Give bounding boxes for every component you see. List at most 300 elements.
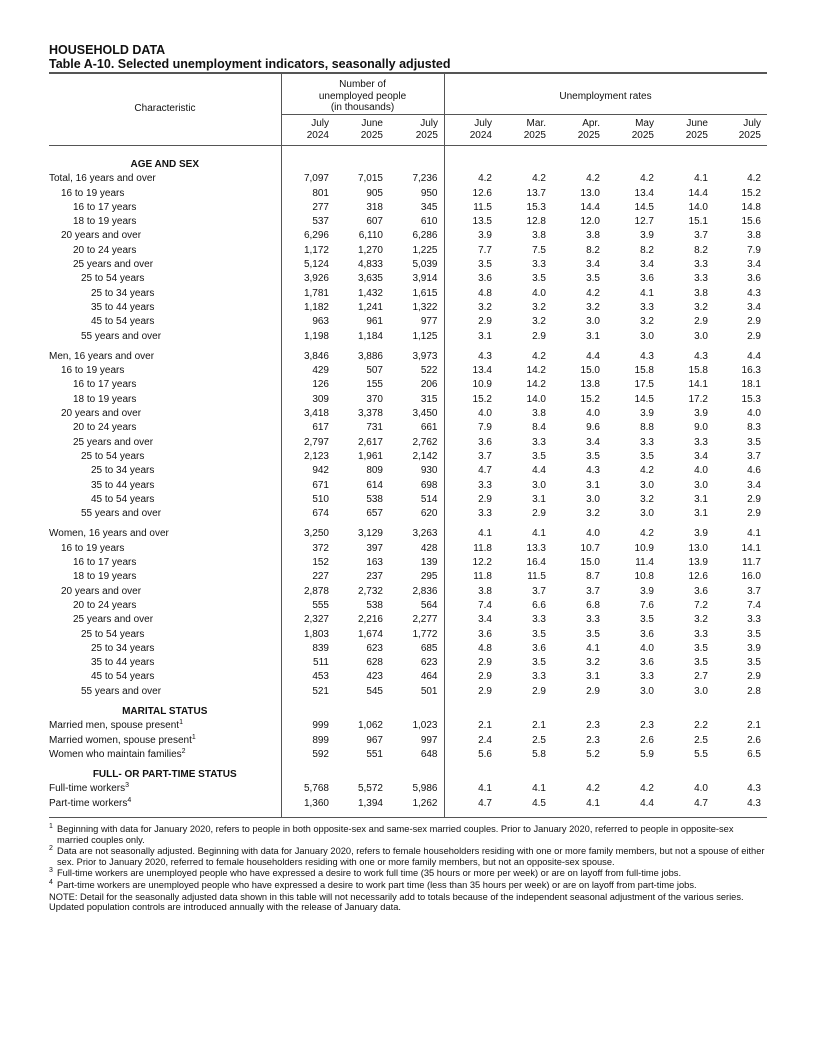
value-cell: 3.3 (640, 301, 654, 313)
value-cell: 4.1 (444, 527, 498, 541)
row-label-text: 35 to 44 years (91, 657, 155, 669)
column-header-year: 2025 (523, 129, 546, 141)
value-cell: 2.3 (586, 734, 600, 746)
column-header-year: 2024 (469, 129, 492, 141)
value-cell: 3.4 (747, 479, 761, 491)
value-cell: 7.5 (532, 244, 546, 256)
value-cell: 18.1 (741, 379, 761, 391)
table-title: Table A-10. Selected unemployment indicators, seasonally adjusted (49, 57, 451, 71)
column-header (714, 118, 761, 141)
value-cell: 501 (420, 685, 438, 697)
value-cell: 429 (281, 364, 335, 378)
row-label (49, 350, 281, 364)
column-header-year: 2025 (360, 129, 383, 141)
footnote-text: Beginning with data for January 2020, refers to people in both opposite-sex and same-sex married couples. Prior to January 2020, referred to people in opposite-sex married couples only. (57, 824, 734, 845)
column-header (335, 118, 383, 141)
row-label (49, 527, 281, 541)
value-cell: 11.5 (527, 571, 546, 583)
row-label (49, 719, 281, 733)
footnote-mark: 4 (49, 879, 53, 887)
value-cell: 4.0 (694, 465, 708, 477)
value-cell: 3.2 (640, 493, 654, 505)
value-cell: 1,803 (281, 628, 335, 642)
value-cell: 1,225 (412, 244, 438, 256)
row-label (49, 436, 281, 450)
value-cell: 4.6 (747, 465, 761, 477)
value-cell: 2.9 (694, 316, 708, 328)
table-row (49, 215, 767, 229)
row-label (49, 187, 281, 201)
value-cell: 3.7 (444, 450, 498, 464)
value-cell: 2,836 (412, 585, 438, 597)
value-cell: 511 (281, 656, 335, 670)
value-cell: 3.5 (532, 657, 546, 669)
table-row (49, 527, 767, 541)
value-cell: 3.4 (586, 436, 600, 448)
value-cell: 12.0 (580, 216, 600, 228)
value-cell: 6,296 (281, 229, 335, 243)
row-label (49, 556, 281, 570)
value-cell: 227 (281, 570, 335, 584)
value-cell: 14.0 (688, 201, 708, 213)
value-cell: 237 (366, 571, 383, 583)
table-row (49, 187, 767, 201)
row-label-text: 16 to 19 years (61, 542, 125, 554)
value-cell: 3.7 (586, 585, 600, 597)
value-cell: 967 (366, 734, 383, 746)
section-heading: FULL- OR PART-TIME STATUS (92, 769, 237, 781)
column-header-year: 2025 (685, 129, 708, 141)
value-cell: 13.7 (526, 187, 546, 199)
value-cell: 1,062 (357, 720, 383, 732)
value-cell: 277 (281, 201, 335, 215)
value-cell: 2.9 (747, 508, 761, 520)
value-cell: 2.9 (444, 656, 498, 670)
table-row (49, 685, 767, 699)
value-cell: 1,322 (412, 301, 438, 313)
characteristic-header: Characteristic (134, 103, 196, 114)
table-row (49, 436, 767, 450)
row-label (49, 229, 281, 243)
value-cell: 4.3 (694, 350, 708, 362)
row-label-text: Women, 16 years and over (49, 528, 169, 540)
value-cell: 617 (281, 421, 335, 435)
value-cell: 3.0 (694, 479, 708, 491)
value-cell: 7.2 (694, 599, 708, 611)
row-label-text: Married women, spouse present (49, 734, 192, 746)
value-cell: 3.8 (694, 287, 708, 299)
value-cell: 607 (366, 216, 383, 228)
value-cell: 3.0 (694, 685, 708, 697)
value-cell: 3.3 (586, 614, 600, 626)
row-label (49, 585, 281, 599)
row-label-text: Total, 16 years and over (49, 173, 156, 185)
row-label (49, 258, 281, 272)
value-cell: 657 (366, 508, 383, 520)
row-label (49, 782, 281, 796)
value-cell: 6.5 (747, 748, 761, 760)
value-cell: 950 (420, 187, 438, 199)
value-cell: 4.0 (444, 407, 498, 421)
row-label-text: 18 to 19 years (73, 393, 137, 405)
row-label (49, 215, 281, 229)
value-cell: 4.0 (747, 408, 761, 420)
value-cell: 5.5 (694, 748, 708, 760)
value-cell: 163 (366, 557, 383, 569)
row-label-text: 20 to 24 years (73, 599, 137, 611)
row-label (49, 493, 281, 507)
footnote-ref: 2 (181, 747, 186, 755)
value-cell: 3.5 (586, 450, 600, 462)
value-cell: 397 (366, 542, 383, 554)
footnote-mark: 1 (49, 823, 53, 831)
row-label (49, 613, 281, 627)
value-cell: 620 (420, 508, 438, 520)
table-row (49, 599, 767, 613)
value-cell: 4.2 (640, 465, 654, 477)
value-cell: 2.9 (444, 493, 498, 507)
value-cell: 3.3 (532, 259, 546, 271)
table-row (49, 378, 767, 392)
table-row (49, 350, 767, 364)
row-label (49, 450, 281, 464)
value-cell: 2.1 (444, 719, 498, 733)
value-cell: 1,182 (281, 301, 335, 315)
value-cell: 13.4 (634, 187, 654, 199)
value-cell: 3.1 (694, 508, 708, 520)
value-cell: 4.0 (640, 642, 654, 654)
value-cell: 4.2 (532, 173, 546, 185)
table-row (49, 364, 767, 378)
row-label-text: 25 years and over (73, 614, 154, 626)
value-cell: 3.9 (640, 408, 654, 420)
table-note: NOTE: Detail for the seasonally adjusted data shown in this table will not necessarily add to totals because of the independent seasonal adjustment of the various series. Updated population controls are introduced annually with the release of January data. (49, 891, 744, 913)
row-label-text: 45 to 54 years (91, 671, 155, 683)
table-row (49, 613, 767, 627)
value-cell: 3,378 (357, 408, 383, 420)
value-cell: 3,886 (357, 350, 383, 362)
row-label (49, 201, 281, 215)
value-cell: 15.0 (580, 557, 600, 569)
value-cell: 999 (281, 719, 335, 733)
value-cell: 14.5 (634, 393, 654, 405)
value-cell: 8.2 (694, 244, 708, 256)
value-cell: 5,039 (412, 259, 438, 271)
column-header-year: 2025 (738, 129, 761, 141)
value-cell: 3.1 (586, 330, 600, 342)
column-header-year: 2024 (306, 129, 329, 141)
value-cell: 2.9 (532, 508, 546, 520)
unemployed-count-header-line1: Number of (339, 79, 386, 90)
value-cell: 592 (281, 748, 335, 762)
value-cell: 1,961 (357, 450, 383, 462)
row-label (49, 599, 281, 613)
value-cell: 4.4 (747, 350, 761, 362)
table-header (49, 74, 767, 146)
value-cell: 3.9 (640, 230, 654, 242)
row-label (49, 628, 281, 642)
row-label-text: 25 to 34 years (91, 642, 155, 654)
value-cell: 5.6 (444, 748, 498, 762)
value-cell: 648 (420, 748, 438, 760)
value-cell: 3.3 (694, 628, 708, 640)
value-cell: 4.3 (747, 287, 761, 299)
column-header (444, 118, 492, 141)
table-row (49, 258, 767, 272)
value-cell: 3,635 (357, 273, 383, 285)
row-label-text: Part-time workers (49, 797, 128, 809)
value-cell: 4.3 (747, 783, 761, 795)
value-cell: 4.2 (586, 287, 600, 299)
table-row (49, 172, 767, 186)
footnote (49, 824, 767, 845)
value-cell: 3,973 (412, 350, 438, 362)
table-row (49, 642, 767, 656)
table-row (49, 301, 767, 315)
value-cell: 3.1 (444, 330, 498, 344)
footnote-ref: 1 (179, 719, 183, 727)
table-row (49, 393, 767, 407)
footnote-text: Full-time workers are unemployed people who have expressed a desire to work full time (35 hours or more per week) or are on layoff from full-time jobs. (57, 868, 682, 879)
value-cell: 2.9 (747, 330, 761, 342)
value-cell: 2.9 (747, 316, 761, 328)
unemployed-count-header-line3: (in thousands) (330, 102, 395, 113)
value-cell: 3.3 (694, 273, 708, 285)
footnote-mark: 3 (49, 867, 53, 875)
table-row (49, 734, 767, 748)
value-cell: 1,184 (357, 330, 383, 342)
row-label-text: 18 to 19 years (73, 216, 137, 228)
row-label (49, 364, 281, 378)
row-label (49, 393, 281, 407)
value-cell: 14.8 (741, 201, 761, 213)
value-cell: 3.4 (694, 450, 708, 462)
value-cell: 12.8 (526, 216, 546, 228)
value-cell: 4.0 (586, 528, 600, 540)
row-label (49, 507, 281, 521)
value-cell: 3.6 (694, 585, 708, 597)
value-cell: 8.8 (640, 422, 654, 434)
value-cell: 13.8 (580, 379, 600, 391)
column-header-month: July (474, 118, 492, 129)
value-cell: 1,781 (281, 287, 335, 301)
value-cell: 2,123 (281, 450, 335, 464)
section-heading-row (49, 158, 767, 172)
value-cell: 126 (281, 378, 335, 392)
value-cell: 3,129 (357, 528, 383, 540)
value-cell: 2.9 (586, 685, 600, 697)
value-cell: 5.2 (586, 748, 600, 760)
value-cell: 674 (281, 507, 335, 521)
row-label-text: 25 years and over (73, 436, 154, 448)
value-cell: 564 (420, 599, 438, 611)
table-row (49, 330, 767, 344)
value-cell: 731 (366, 422, 383, 434)
table-row (49, 542, 767, 556)
row-label (49, 797, 281, 811)
row-label-text: 55 years and over (81, 508, 162, 520)
value-cell: 3.5 (586, 628, 600, 640)
value-cell: 3.1 (586, 671, 600, 683)
row-label-text: 18 to 19 years (73, 571, 137, 583)
row-label-text: 45 to 54 years (91, 316, 155, 328)
value-cell: 1,198 (281, 330, 335, 344)
value-cell: 839 (281, 642, 335, 656)
row-label-text: 25 to 34 years (91, 465, 155, 477)
column-header-month: May (635, 118, 654, 129)
value-cell: 15.0 (580, 365, 600, 377)
unemployment-rates-header: Unemployment rates (559, 91, 652, 102)
value-cell: 8.7 (586, 571, 600, 583)
value-cell: 4.7 (444, 797, 498, 811)
row-label-text: 16 to 17 years (73, 379, 137, 391)
value-cell: 977 (420, 316, 438, 328)
value-cell: 2,732 (357, 585, 383, 597)
value-cell: 1,394 (357, 797, 383, 809)
value-cell: 3.3 (532, 436, 546, 448)
value-cell: 4.1 (586, 797, 600, 809)
value-cell: 3.7 (694, 230, 708, 242)
value-cell: 8.3 (747, 422, 761, 434)
value-cell: 3.8 (586, 230, 600, 242)
table-row (49, 479, 767, 493)
value-cell: 11.4 (635, 557, 654, 569)
value-cell: 623 (366, 642, 383, 654)
value-cell: 4.0 (532, 287, 546, 299)
value-cell: 3.5 (532, 628, 546, 640)
row-label-text: Married men, spouse present (49, 720, 180, 732)
value-cell: 17.2 (688, 393, 708, 405)
value-cell: 3.5 (640, 450, 654, 462)
value-cell: 3.0 (694, 330, 708, 342)
section-heading-row (49, 705, 767, 719)
row-label (49, 287, 281, 301)
value-cell: 3,926 (281, 272, 335, 286)
value-cell: 15.1 (688, 216, 708, 228)
value-cell: 5,572 (357, 783, 383, 795)
value-cell: 2.4 (444, 734, 498, 748)
value-cell: 514 (420, 493, 438, 505)
table-row (49, 556, 767, 570)
row-label-text: 20 to 24 years (73, 422, 137, 434)
value-cell: 4.3 (444, 350, 498, 364)
value-cell: 3.9 (694, 408, 708, 420)
value-cell: 14.1 (741, 542, 761, 554)
value-cell: 3.7 (532, 585, 546, 597)
section-heading: MARITAL STATUS (122, 705, 208, 717)
value-cell: 15.6 (741, 216, 761, 228)
row-label-text: 16 to 17 years (73, 557, 137, 569)
column-header (660, 118, 708, 141)
value-cell: 2,216 (357, 614, 383, 626)
row-label-text: 16 to 19 years (61, 187, 125, 199)
value-cell: 3.8 (532, 408, 546, 420)
column-header-month: June (361, 118, 383, 129)
value-cell: 3.7 (747, 450, 761, 462)
row-label-text: 20 years and over (61, 230, 142, 242)
row-label (49, 407, 281, 421)
row-label-text: 45 to 54 years (91, 493, 155, 505)
value-cell: 623 (420, 657, 438, 669)
column-header-month: June (686, 118, 708, 129)
value-cell: 139 (420, 557, 438, 569)
column-header-year: 2025 (631, 129, 654, 141)
value-cell: 2,277 (412, 614, 438, 626)
value-cell: 11.8 (444, 542, 498, 556)
footnote-text: Data are not seasonally adjusted. Beginning with data for January 2020, refers to female householders residing with one or more family members, but not a spouse of either sex. Prior to January 2020, referred to female householders residing with one or more family members, but not an opposite-sex spouse. (57, 846, 765, 867)
row-label-text: 20 years and over (61, 408, 142, 420)
value-cell: 295 (420, 571, 438, 583)
table-row (49, 670, 767, 684)
value-cell: 2.9 (444, 315, 498, 329)
value-cell: 6.8 (586, 599, 600, 611)
value-cell: 2.6 (747, 734, 761, 746)
value-cell: 3.5 (747, 436, 761, 448)
value-cell: 1,125 (412, 330, 438, 342)
value-cell: 1,023 (412, 720, 438, 732)
value-cell: 614 (366, 479, 383, 491)
footnote-mark: 2 (49, 845, 53, 853)
value-cell: 4.7 (694, 797, 708, 809)
value-cell: 4.2 (640, 528, 654, 540)
value-cell: 3.3 (694, 436, 708, 448)
value-cell: 3,450 (412, 408, 438, 420)
value-cell: 318 (366, 201, 383, 213)
column-header-month: Mar. (526, 118, 546, 129)
value-cell: 2.9 (444, 685, 498, 699)
value-cell: 315 (420, 393, 438, 405)
section-heading: AGE AND SEX (130, 159, 200, 170)
value-cell: 13.0 (580, 187, 600, 199)
value-cell: 4.8 (444, 287, 498, 301)
value-cell: 14.4 (580, 201, 600, 213)
value-cell: 14.5 (634, 201, 654, 213)
row-label (49, 315, 281, 329)
table-row (49, 748, 767, 762)
value-cell: 10.8 (634, 571, 654, 583)
row-label-text: 25 years and over (73, 259, 154, 271)
table-row (49, 421, 767, 435)
value-cell: 698 (420, 479, 438, 491)
footnote (49, 868, 767, 879)
value-cell: 685 (420, 642, 438, 654)
value-cell: 3.4 (586, 259, 600, 271)
value-cell: 2,797 (281, 436, 335, 450)
value-cell: 3.6 (444, 272, 498, 286)
table-row (49, 656, 767, 670)
table-row (49, 315, 767, 329)
row-label-text: Men, 16 years and over (49, 350, 155, 362)
value-cell: 3.7 (747, 585, 761, 597)
value-cell: 3.5 (694, 657, 708, 669)
value-cell: 11.5 (444, 201, 498, 215)
value-cell: 3.3 (532, 614, 546, 626)
value-cell: 4,833 (357, 259, 383, 271)
table-row (49, 493, 767, 507)
value-cell: 2,327 (281, 613, 335, 627)
value-cell: 905 (366, 187, 383, 199)
footnote-ref: 1 (191, 733, 196, 741)
row-label (49, 272, 281, 286)
row-label-text: 16 to 19 years (61, 365, 125, 377)
value-cell: 3.6 (747, 273, 761, 285)
value-cell: 4.2 (747, 173, 761, 185)
row-label (49, 378, 281, 392)
value-cell: 3.2 (532, 316, 546, 328)
row-label-text: 55 years and over (81, 685, 162, 697)
value-cell: 206 (420, 379, 438, 391)
value-cell: 3.3 (694, 259, 708, 271)
